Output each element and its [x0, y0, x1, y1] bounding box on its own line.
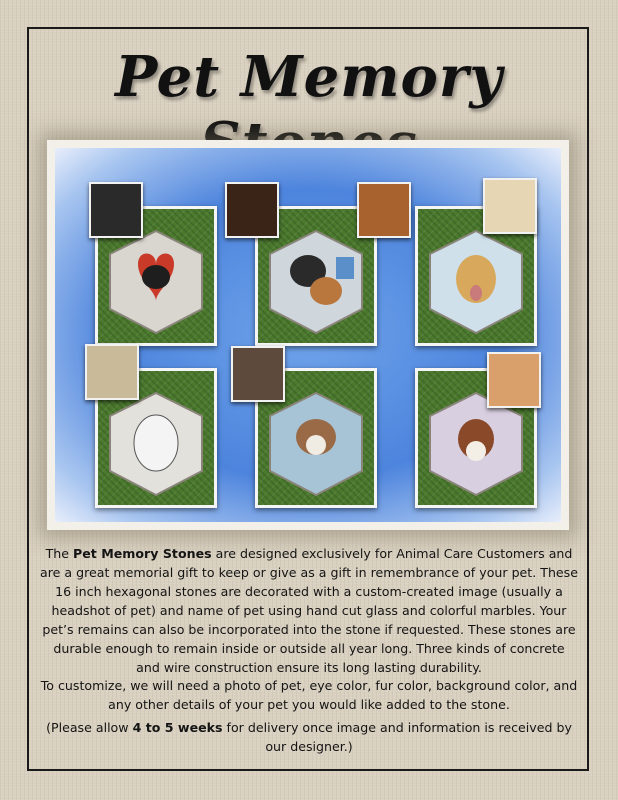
collage-background: [55, 148, 561, 522]
delivery-time-bold: 4 to 5 weeks: [132, 720, 223, 735]
para1-post: are designed exclusively for Animal Care Customers and are a great memorial gift to keep or give as a gift in remembrance of your pet. These 16 inch hexagonal stones are decorated with a custom-created image (usually a headshot of pet) and name of pet using hand cut glass and colorful marbles. Your pet’s remains can also be incorporated into the stone if requested. These stones are durable enough to remain inside or outside all year long. Three kinds of concrete and wire construction ensure its long lasting durability.: [40, 546, 578, 675]
product-name-bold: Pet Memory Stones: [73, 546, 212, 561]
description-paragraph-3: [40, 718, 578, 756]
pet-photo-3: [357, 182, 411, 238]
pet-photo-1: [89, 182, 143, 238]
pet-photo-4: [483, 178, 537, 234]
description-paragraph-2: To customize, we will need a photo of pet, eye color, fur color, background color, and any other details of your pet you would like added to the stone.: [40, 678, 578, 712]
pet-photo-6: [231, 346, 285, 402]
photo-collage: [47, 140, 569, 530]
page-title: Pet Memory: [115, 44, 503, 110]
pet-photo-5: [85, 344, 139, 400]
para1-pre: The: [45, 546, 74, 561]
description-paragraph-1: [40, 544, 578, 677]
pet-photo-2: [225, 182, 279, 238]
para3-pre: (Please allow: [46, 720, 133, 735]
pet-photo-7: [487, 352, 541, 408]
para3-post: for delivery once image and information is received by our designer.): [222, 720, 572, 754]
